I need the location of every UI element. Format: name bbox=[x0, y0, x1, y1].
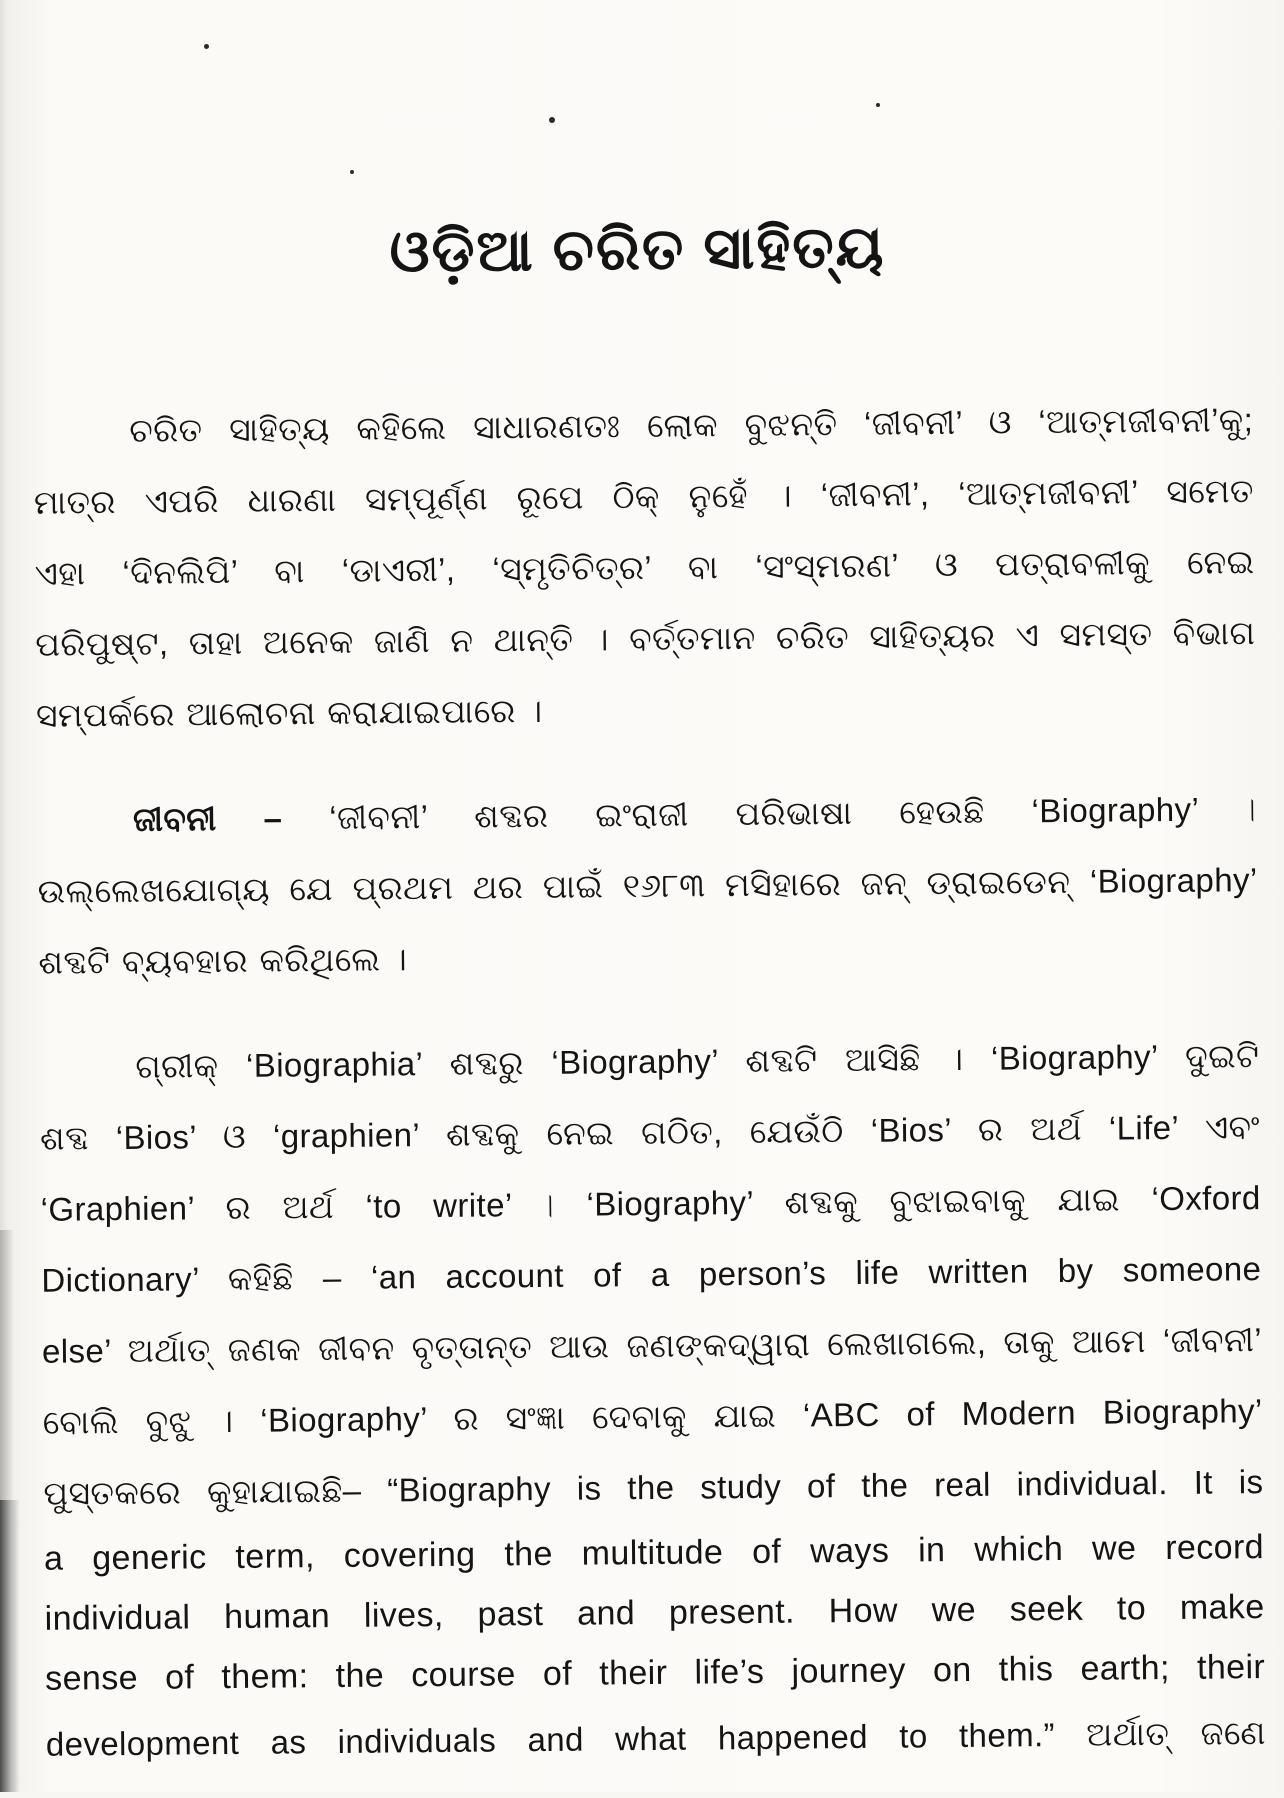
text-run: ଚରିତ ସାହିତ୍ୟ କହିଲେ ସାଧାରଣତଃ ଲୋକ ବୁଝନ୍ତି ‘ଜୀବନୀ’ ଓ ‘ଆତ୍ମଜୀବନୀ’କୁ; bbox=[129, 401, 1254, 449]
text-run: ଏହା ‘ଦିନଲିପି’ ବା ‘ଡାଏରୀ’, ‘ସ୍ମୃତିଚିତ୍ର’ ବା ‘ସଂସ୍ମରଣ’ ଓ ପତ୍ରାବଳୀକୁ ନେଇ bbox=[34, 543, 1255, 592]
text-run: ‘Graphien’ ର ଅର୍ଥ ‘to write’ । ‘Biography’ ଶବ୍ଦକୁ ବୁଝାଇବାକୁ ଯାଇ ‘Oxford bbox=[40, 1179, 1261, 1228]
lead-term: ଜୀବନୀ – bbox=[132, 799, 330, 838]
text-run: ‘ଜୀବନୀ’ ଶବ୍ଦର ଇଂରାଜୀ ପରିଭାଷା ହେଉଛି ‘Biography’ । bbox=[329, 790, 1258, 837]
text-line bbox=[36, 668, 1257, 751]
text-run: individual human lives, past and present. How we seek to make bbox=[44, 1588, 1265, 1638]
text-run: Dictionary’ କହିଛି – ‘an account of a person’s life written by someone bbox=[41, 1250, 1262, 1299]
paragraph bbox=[37, 773, 1259, 998]
text-line bbox=[37, 773, 1258, 856]
text-line bbox=[41, 1233, 1262, 1316]
text-run: a generic term, covering the multitude of ways in which we record bbox=[43, 1528, 1265, 1578]
scan-shadow bbox=[0, 1230, 14, 1500]
text-line bbox=[34, 455, 1255, 538]
text-line bbox=[40, 1091, 1261, 1174]
text-run: development as individuals and what happened to them.” ଅର୍ଥାତ୍ ଜଣେ bbox=[45, 1714, 1266, 1763]
scan-speck bbox=[549, 117, 555, 123]
text-run: ସମ୍ପର୍କରେ ଆଲୋଚନା କରାଯାଇପାରେ । bbox=[35, 691, 543, 734]
text-line bbox=[42, 1375, 1263, 1458]
text-run: sense of them: the course of their life’s journey on this earth; their bbox=[45, 1648, 1266, 1698]
text-run: ବୋଲି ବୁଝୁ । ‘Biography’ ର ସଂଜ୍ଞା ଦେବାକୁ ଯାଇ ‘ABC of Modern Biography’ bbox=[42, 1392, 1263, 1441]
text-run: ଉଲ୍ଲେଖଯୋଗ୍ୟ ଯେ ପ୍ରଥମ ଥର ପାଇଁ ୧୬୮୩ ମସିହାରେ ଜନ୍ ଡ୍ରାଇଡେନ୍ ‘Biography’ bbox=[37, 861, 1258, 910]
text-run: ଗ୍ରୀକ୍ ‘Biographia’ ଶବ୍ଦରୁ ‘Biography’ ଶବ୍ଦଟି ଆସିଛି । ‘Biography’ ଦୁଇଟି bbox=[135, 1037, 1260, 1085]
text-line bbox=[40, 1162, 1261, 1245]
text-run: ମାତ୍ର ଏପରି ଧାରଣା ସମ୍ପୂର୍ଣ୍ଣ ରୂପେ ଠିକ୍ ନୁହେଁ । ‘ଜୀବନୀ’, ‘ଆତ୍ମଜୀବନୀ’ ସମେତ bbox=[33, 472, 1255, 521]
page-title: ଓଡ଼ିଆ ଚରିତ ସାହିତ୍ୟ bbox=[389, 214, 886, 285]
paragraph bbox=[33, 384, 1256, 751]
scan-speck bbox=[876, 103, 880, 107]
text-run: ପୁସ୍ତକରେ କୁହାଯାଇଛି– “Biography is the study of the real individual. It is bbox=[43, 1463, 1264, 1512]
text-run: ପରିପୁଷ୍ଟ, ତାହା ଅନେକ ଜାଣି ନ ଥାନ୍ତି । ବର୍ତ୍ତମାନ ଚରିତ ସାହିତ୍ୟର ଏ ସମସ୍ତ ବିଭାଗ bbox=[35, 614, 1256, 663]
text-line bbox=[33, 384, 1254, 467]
scan-speck bbox=[350, 170, 354, 174]
scan-speck bbox=[204, 44, 209, 49]
text-line bbox=[42, 1304, 1263, 1387]
text-line bbox=[34, 526, 1255, 609]
text-run: ଶବ୍ଦଟି ବ୍ୟବହାର କରିଥିଲେ । bbox=[38, 940, 408, 981]
text-run: ଶବ୍ଦ ‘Bios’ ଓ ‘graphien’ ଶବ୍ଦକୁ ନେଇ ଗଠିତ, ଯେଉଁଠି ‘Bios’ ର ଅର୍ଥ ‘Life’ ଏବଂ bbox=[39, 1108, 1261, 1157]
text-line bbox=[43, 1446, 1264, 1529]
text-line bbox=[37, 844, 1258, 927]
paragraph bbox=[39, 1020, 1266, 1780]
text-line bbox=[39, 1020, 1260, 1103]
text-line bbox=[35, 597, 1256, 680]
scan-shadow bbox=[0, 1500, 20, 1792]
scan-shadow bbox=[0, 0, 8, 1230]
text-line bbox=[38, 915, 1259, 998]
text-line bbox=[45, 1697, 1266, 1780]
page-body bbox=[0, 288, 1284, 1780]
text-run: else’ ଅର୍ଥାତ୍ ଜଣକ ଜୀବନ ବୃତ୍ତାନ୍ତ ଆଉ ଜଣଙ୍କଦ୍ୱାରା ଲେଖାଗଲେ, ତାକୁ ଆମେ ‘ଜୀବନୀ’ bbox=[41, 1321, 1263, 1370]
